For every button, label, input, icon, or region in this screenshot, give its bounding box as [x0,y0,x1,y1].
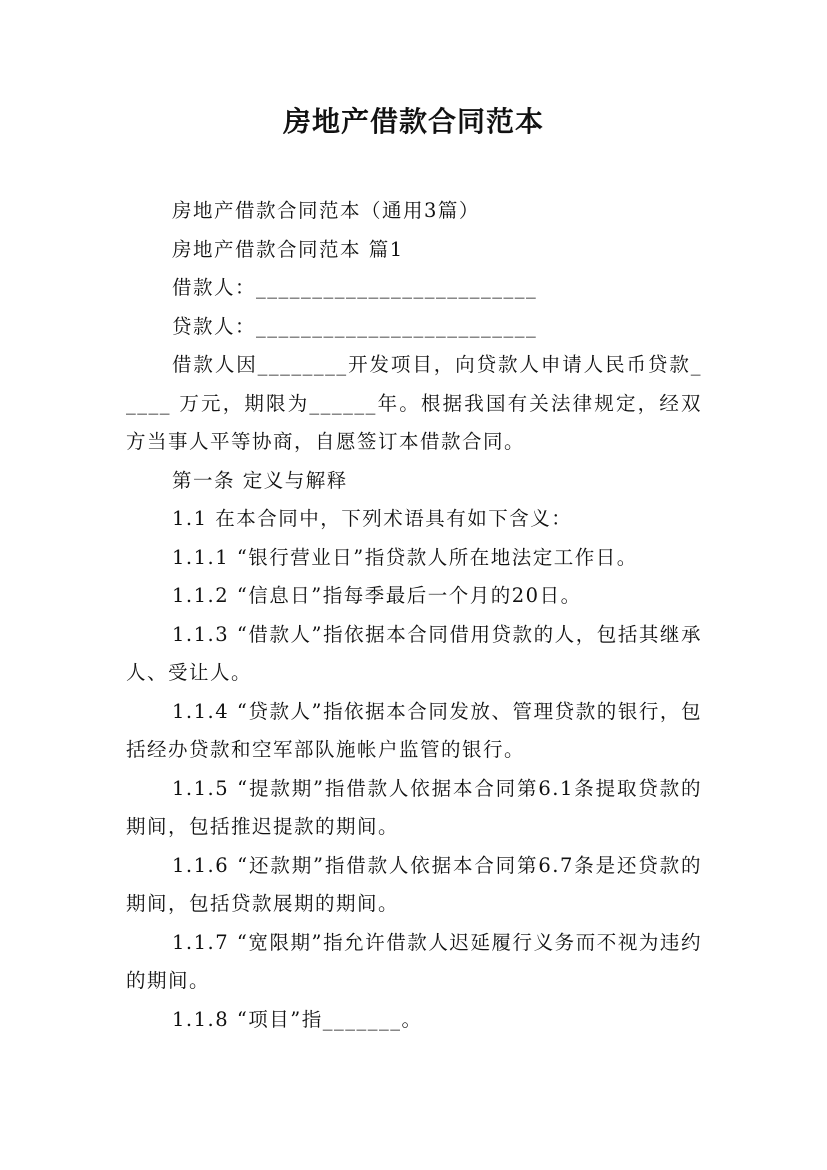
document-body [126,192,702,1039]
paragraph-clause-1-1-6: 1.1.6 “还款期”指借款人依据本合同第6.7条是还贷款的期间，包括贷款展期的期间。 [126,853,702,915]
paragraph-clause-1-1-2: 1.1.2 “信息日”指每季最后一个月的20日。 [172,584,582,607]
paragraph-clause-1-1-7: 1.1.7 “宽限期”指允许借款人迟延履行义务而不视为违约的期间。 [126,930,702,992]
paragraph-preamble: 借款人因________开发项目，向贷款人申请人民币贷款_____ 万元，期限为______年。根据我国有关法律规定，经双方当事人平等协商，自愿签订本借款合同。 [126,353,702,453]
paragraph-clause-1-1: 1.1 在本合同中，下列术语具有如下含义： [172,507,573,530]
document-title: 房地产借款合同范本 [282,105,544,138]
paragraph-subtitle: 房地产借款合同范本（通用3篇） [172,199,480,222]
paragraph-borrower-field: 借款人：_________________________ [172,276,538,299]
paragraph-clause-1-1-1: 1.1.1 “银行营业日”指贷款人所在地法定工作日。 [172,545,638,569]
paragraph-clause-1-1-4: 1.1.4 “贷款人”指依据本合同发放、管理贷款的银行，包括经办贷款和空军部队施帐户监管的银行。 [126,699,702,761]
paragraph-article-1: 第一条 定义与解释 [172,468,348,492]
paragraph-clause-1-1-3: 1.1.3 “借款人”指依据本合同借用贷款的人，包括其继承人、受让人。 [126,622,702,684]
paragraph-section-heading: 房地产借款合同范本 篇1 [172,237,404,261]
paragraph-lender-field: 贷款人：_________________________ [172,314,538,338]
paragraph-clause-1-1-8: 1.1.8 “项目”指_______。 [172,1007,423,1031]
paragraph-clause-1-1-5: 1.1.5 “提款期”指借款人依据本合同第6.1条提取贷款的期间，包括推迟提款的期间。 [126,776,702,838]
